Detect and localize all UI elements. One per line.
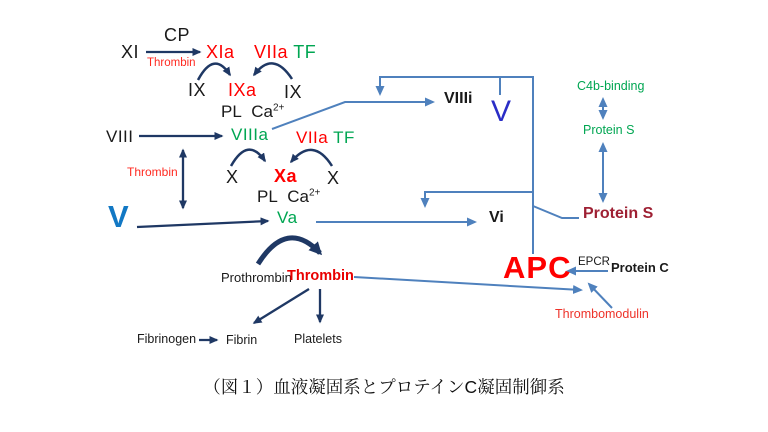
- protein-s-bold-label: Protein S: [583, 205, 654, 222]
- arc-viia-tf-ix-to-ixa: [254, 63, 292, 79]
- arc-viiia-x-to-xa: [231, 150, 265, 166]
- arrow-v-to-va: [137, 221, 268, 227]
- prothrombin-label: Prothrombin: [221, 270, 292, 285]
- arc-prothrombin-to-thrombin: [258, 238, 320, 264]
- line-apc-branch-to-va-arrow: [425, 192, 533, 206]
- thrombin-catalyst-left-label: Thrombin: [127, 165, 178, 179]
- apc-label: APC: [503, 250, 572, 285]
- protein-c-label: Protein C: [611, 260, 669, 275]
- factor-viiii-inactivated-label: VIIIi: [444, 90, 473, 107]
- tissue-factor-label-2: TF: [333, 128, 355, 147]
- viia-tf-complex-1: [254, 43, 316, 61]
- factor-viiia-label: VIIIa: [231, 125, 269, 144]
- factor-vi-inactivated-label: Vi: [489, 209, 504, 226]
- pl-ca-cofactor-1: [221, 103, 284, 120]
- factor-x-left-label: X: [226, 167, 239, 187]
- arc-xia-ix-to-ixa: [198, 64, 230, 80]
- factor-xia-label: XIa: [206, 42, 235, 62]
- ca-label-1: Ca: [251, 102, 273, 121]
- ca-label-2: Ca: [287, 187, 309, 206]
- fibrin-label: Fibrin: [226, 333, 258, 347]
- pl-label-1: PL: [221, 102, 242, 121]
- c4b-binding-label: C4b-binding: [577, 79, 645, 93]
- pl-ca-cofactor-2: [257, 188, 320, 205]
- factor-va-label: Va: [277, 208, 298, 227]
- factor-xa-label: Xa: [274, 166, 298, 186]
- factor-viia-label-1: VIIa: [254, 42, 289, 62]
- ca-charge-1: 2+: [272, 102, 285, 114]
- platelets-label: Platelets: [294, 332, 342, 346]
- thrombin-main-label: Thrombin: [287, 268, 354, 284]
- protein-s-free-label: Protein S: [583, 123, 635, 137]
- pl-label-2: PL: [257, 187, 278, 206]
- tissue-factor-label-1: TF: [293, 42, 317, 62]
- factor-ixa-label: IXa: [228, 80, 257, 100]
- factor-x-right-label: X: [327, 168, 340, 188]
- factor-viia-label-2: VIIa: [296, 128, 329, 147]
- arc-viia-tf-x-to-xa: [291, 150, 332, 166]
- arrow-thrombin-to-fibrin: [254, 289, 309, 323]
- viia-tf-complex-2: [296, 129, 355, 146]
- epcr-label: EPCR: [578, 256, 610, 268]
- factor-v-top-right-label: V: [491, 95, 512, 128]
- factor-v-left-label: V: [108, 199, 129, 234]
- thrombomodulin-label: Thrombomodulin: [555, 307, 649, 321]
- line-protein-s-connector: [533, 206, 579, 218]
- arrow-thrombomodulin-to-epcr: [589, 284, 612, 308]
- factor-xi-label: XI: [121, 42, 140, 62]
- factor-ix-left-label: IX: [188, 80, 207, 100]
- figure-caption: （図１）血液凝固系とプロテインC凝固制御系: [203, 377, 565, 397]
- fibrinogen-label: Fibrinogen: [137, 332, 197, 346]
- cp-label: CP: [164, 25, 191, 45]
- ca-charge-2: 2+: [308, 187, 321, 199]
- thrombin-catalyst-top-label: Thrombin: [147, 57, 196, 69]
- arrow-viiia-to-viiii: [272, 102, 433, 129]
- factor-viii-label: VIII: [106, 127, 134, 146]
- factor-ix-right-label: IX: [284, 82, 303, 102]
